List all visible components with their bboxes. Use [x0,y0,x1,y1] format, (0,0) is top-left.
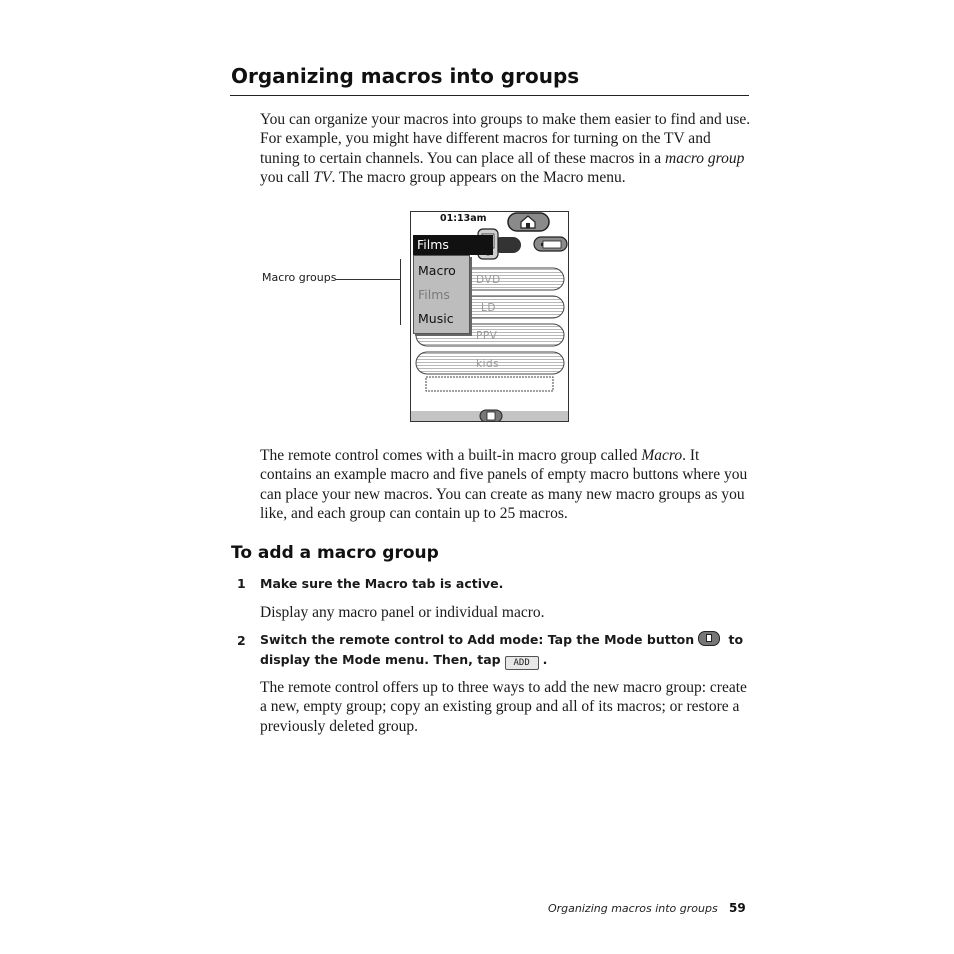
intro-emphasis-tv: TV [313,168,332,186]
step-1-title: Make sure the Macro tab is active. [260,576,504,591]
step-2-number: 2 [237,633,246,648]
step-2-text-3: . [542,651,548,667]
mode-button-inline-icon [698,631,720,646]
body2-text-1: The remote control comes with a built-in macro group called [260,447,642,464]
panel-label-ld: LD [481,302,496,314]
intro-text-2: you call [260,168,314,186]
figure-callout-label: Macro groups [262,271,337,284]
panel-label-dvd: DVD [476,274,501,286]
menu-item-music: Music [418,311,454,326]
callout-line [336,279,400,280]
remote-screen-figure [410,211,569,422]
intro-paragraph [260,110,752,187]
mode-button-icon [480,410,502,422]
callout-bracket [400,259,401,325]
intro-emphasis-macro-group: macro group [665,149,745,167]
tab-films: Films [413,235,493,255]
intro-text-3: . The macro group appears on the Macro menu. [331,168,626,186]
body2-text-2: . It contains an example macro and five panels of empty macro buttons where you can place your new macros. You can create as many new macro groups as you like, and each group can contain up to 25 macros. [260,447,748,522]
footer-section-title: Organizing macros into groups [548,902,718,915]
intro-text-1: You can organize your macros into groups to make them easier to find and use. For example, you might have different macros for turning on the TV and tuning to certain channels. You can place all of these macros in a [260,111,751,167]
built-in-group-paragraph [260,446,752,523]
clock-time: 01:13am [440,213,487,224]
menu-item-macro: Macro [418,263,456,278]
step-2-detail: The remote control offers up to three ways to add the new macro group: create a new, empty group; copy an existing group and all of its macros; or restore a previously deleted group. [260,679,747,735]
body2-emphasis-macro: Macro [641,447,683,464]
macro-group-menu [413,255,470,334]
step-2-text-2: to display the Mode menu. Then, tap [260,632,744,667]
panel-label-kids: kids [476,358,500,370]
home-icon [508,213,549,231]
page-heading: Organizing macros into groups [231,64,580,88]
add-button-inline: ADD [505,656,539,670]
step-2-title [260,630,750,670]
panel-label-ppv: PPV [476,330,498,342]
step-1-number: 1 [237,576,246,591]
heading-rule [230,95,749,96]
section-subheading: To add a macro group [231,543,439,563]
page-number: 59 [729,901,746,915]
step-2-text-1: Switch the remote control to Add mode: Tap the Mode button [260,632,695,647]
battery-icon [534,237,567,251]
menu-item-films: Films [418,287,450,302]
step-1-detail: Display any macro panel or individual macro. [260,604,545,621]
